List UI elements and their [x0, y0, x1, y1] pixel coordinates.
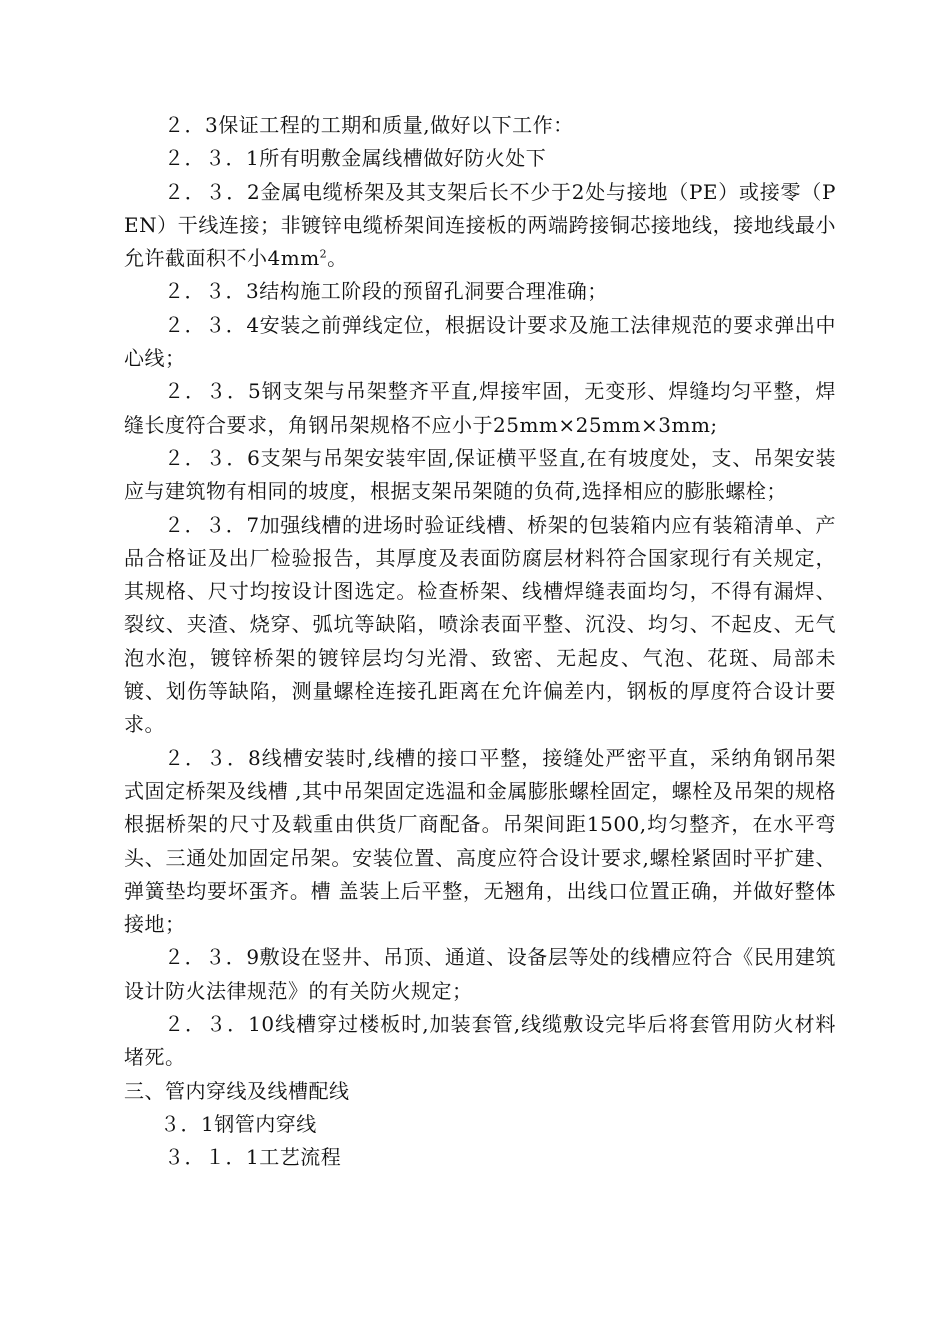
paragraph-2-3-10: ２．３．10线槽穿过楼板时,加装套管,线缆敷设完毕后将套管用防火材料堵死。	[124, 1012, 836, 1070]
document-page	[124, 109, 836, 1175]
paragraph-2-3-4: ２．３．4安装之前弹线定位，根据设计要求及施工法律规范的要求弹出中心线；	[124, 312, 836, 371]
paragraph-2-3-1: ２．３．1所有明敷金属线槽做好防火处下	[164, 146, 547, 171]
paragraph-2-3-2-text: ２．３．2金属电缆桥架及其支架后长不少于2处与接地（PE）或接零（PEN）干线连接；非镀锌电缆桥架间连接板的两端跨接铜芯接地线，接地线最小允许截面积不小4mm	[124, 179, 836, 271]
paragraph-2-3-2-end: 。	[327, 246, 348, 271]
paragraph-2-3-6: ２．３．6支架与吊架安装牢固,保证横平竖直,在有坡度处，支、吊架安装应与建筑物有相同的坡度，根据支架吊架随的负荷,选择相应的膨胀螺栓；	[124, 445, 836, 504]
paragraph-2-3-2	[124, 176, 836, 276]
paragraph-2-3: ２．3保证工程的工期和质量,做好以下工作：	[164, 113, 574, 137]
subsection-3-1: ３．1钢管内穿线	[160, 1111, 317, 1136]
section-heading: 三、管内穿线及线槽配线	[124, 1078, 350, 1103]
paragraph-2-3-9: ２．３．9敷设在竖井、吊顶、通道、设备层等处的线槽应符合《民用建筑设计防火法律规范》的有关防火规定；	[124, 945, 836, 1003]
paragraph-2-3-8: ２．３．8线槽安装时,线槽的接口平整，接缝处严密平直，采纳角钢吊架式固定桥架及线槽 ,其中吊架固定选温和金属膨胀螺栓固定，螺栓及吊架的规格根据桥架的尺寸及载重由供货厂商配备。吊架间距1500,均匀整齐，在水平弯头、三通处加固定吊架。安装位置、高度应符合设计要求,螺栓紧固时平扩建、弹簧垫均要坏蛋齐。槽 盖装上后平整，无翘角，出线口位置正确，并做好整体接地；	[124, 745, 836, 937]
area-unit-superscript: 2	[319, 247, 328, 261]
paragraph-2-3-7: ２．３．7加强线槽的进场时验证线槽、桥架的包装箱内应有装箱清单、产品合格证及出厂检验报告，其厚度及表面防腐层材料符合国家现行有关规定，其规格、尺寸均按设计图选定。检查桥架、线槽焊缝表面均匀，不得有漏焊、裂纹、夹渣、烧穿、弧坑等缺陷，喷涂表面平整、沉没、均匀、不起皮、无气泡水泡，镀锌桥架的镀锌层均匀光滑、致密、无起皮、气泡、花斑、局部未镀、划伤等缺陷，测量螺栓连接孔距离在允许偏差内，钢板的厚度符合设计要求。	[124, 512, 836, 737]
paragraph-2-3-5: ２．３．5钢支架与吊架整齐平直,焊接牢固，无变形、焊缝均匀平整，焊缝长度符合要求，角钢吊架规格不应小于25mm×25mm×3mm;	[124, 379, 836, 437]
subsection-3-1-1: ３．１．1工艺流程	[164, 1145, 342, 1170]
paragraph-2-3-3: ２．３．3结构施工阶段的预留孔洞要合理准确；	[164, 279, 608, 304]
